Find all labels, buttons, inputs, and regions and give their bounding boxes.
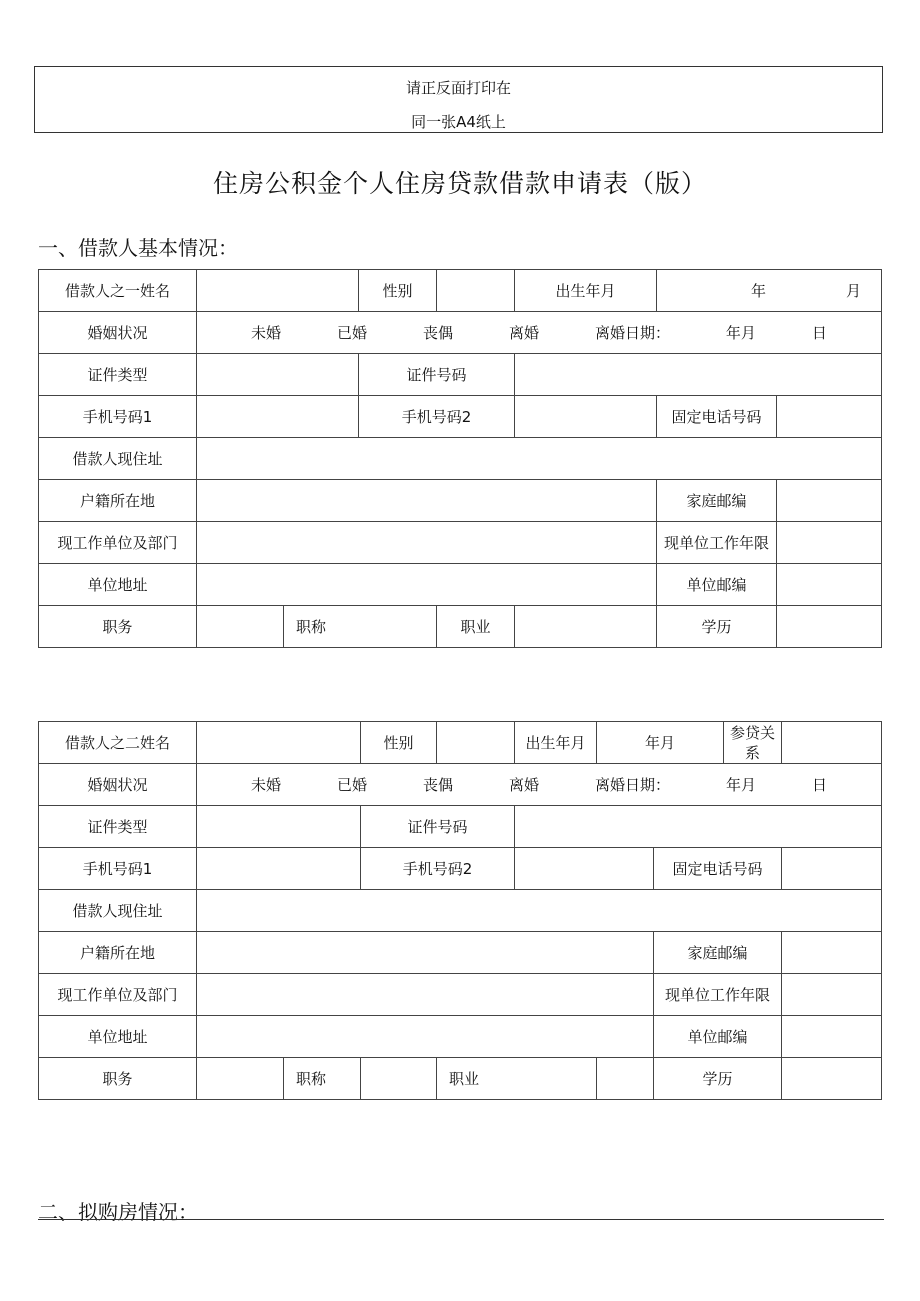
b2-row-marital xyxy=(39,764,882,806)
b2-tenure-label: 现单位工作年限 xyxy=(654,974,782,1016)
b2-id-type-label: 证件类型 xyxy=(39,806,197,848)
b2-address-label: 借款人现住址 xyxy=(39,890,197,932)
section2-underline xyxy=(38,1219,884,1220)
b2-row-phone xyxy=(39,848,882,890)
b2-divorce-date-label: 离婚日期： xyxy=(595,775,671,794)
b1-education-input[interactable] xyxy=(777,606,882,648)
b2-occupation-input[interactable] xyxy=(597,1058,654,1100)
b2-address-input[interactable] xyxy=(197,890,882,932)
b2-employer-input[interactable] xyxy=(197,974,654,1016)
b2-hukou-label: 户籍所在地 xyxy=(39,932,197,974)
b2-employer-zip-label: 单位邮编 xyxy=(654,1016,782,1058)
b2-name-input[interactable] xyxy=(197,722,361,764)
b2-position-input[interactable] xyxy=(197,1058,284,1100)
b1-name-label: 借款人之一姓名 xyxy=(39,270,197,312)
b2-row-id xyxy=(39,806,882,848)
b1-employer-addr-input[interactable] xyxy=(197,564,657,606)
b1-gender-input[interactable] xyxy=(437,270,515,312)
b1-employer-label: 现工作单位及部门 xyxy=(39,522,197,564)
b2-birth-input[interactable]: 年月 xyxy=(597,722,724,764)
b2-row-address xyxy=(39,890,882,932)
b1-id-number-label: 证件号码 xyxy=(359,354,515,396)
b2-unmarried-option[interactable]: 未婚 xyxy=(251,775,282,794)
b1-marital-label: 婚姻状况 xyxy=(39,312,197,354)
b1-marital-options xyxy=(197,312,882,354)
b1-tenure-label: 现单位工作年限 xyxy=(657,522,777,564)
b1-hukou-input[interactable] xyxy=(197,480,657,522)
b2-hukou-input[interactable] xyxy=(197,932,654,974)
b2-employer-zip-input[interactable] xyxy=(782,1016,882,1058)
b1-mobile2-input[interactable] xyxy=(515,396,657,438)
b1-ym-unit: 年月 xyxy=(725,323,756,342)
b1-home-zip-label: 家庭邮编 xyxy=(657,480,777,522)
borrower2-table xyxy=(38,721,882,1100)
b1-row-marital xyxy=(39,312,882,354)
b1-home-zip-input[interactable] xyxy=(777,480,882,522)
b2-day-unit: 日 xyxy=(812,775,828,794)
b2-id-number-input[interactable] xyxy=(515,806,882,848)
b2-birth-label: 出生年月 xyxy=(515,722,597,764)
print-notice-line2: 同一张A4纸上 xyxy=(411,113,506,131)
b1-row-id xyxy=(39,354,882,396)
b2-row-employer xyxy=(39,974,882,1016)
b2-row-name xyxy=(39,722,882,764)
b1-divorce-date-label: 离婚日期： xyxy=(594,323,670,342)
b2-employer-addr-input[interactable] xyxy=(197,1016,654,1058)
b2-gender-input[interactable] xyxy=(437,722,515,764)
b1-name-input[interactable] xyxy=(197,270,359,312)
b1-day-unit: 日 xyxy=(811,323,827,342)
b1-row-employer-addr xyxy=(39,564,882,606)
b1-landline-label: 固定电话号码 xyxy=(657,396,777,438)
b1-birth-input[interactable] xyxy=(657,270,882,312)
b1-address-input[interactable] xyxy=(197,438,882,480)
b1-unmarried-option[interactable]: 未婚 xyxy=(251,323,282,342)
b2-title-input[interactable] xyxy=(361,1058,437,1100)
b2-row-employer-addr xyxy=(39,1016,882,1058)
b2-education-label: 学历 xyxy=(654,1058,782,1100)
b1-employer-addr-label: 单位地址 xyxy=(39,564,197,606)
b1-mobile1-input[interactable] xyxy=(197,396,359,438)
b2-mobile2-label: 手机号码2 xyxy=(361,848,515,890)
b1-occupation-input[interactable] xyxy=(515,606,657,648)
b2-home-zip-input[interactable] xyxy=(782,932,882,974)
b2-tenure-input[interactable] xyxy=(782,974,882,1016)
b2-employer-label: 现工作单位及部门 xyxy=(39,974,197,1016)
b2-id-type-input[interactable] xyxy=(197,806,361,848)
borrower1-table xyxy=(38,269,882,648)
b1-title-label: 职称 xyxy=(284,606,437,648)
b2-name-label: 借款人之二姓名 xyxy=(39,722,197,764)
b1-occupation-label: 职业 xyxy=(437,606,515,648)
b2-landline-input[interactable] xyxy=(782,848,882,890)
b1-married-option[interactable]: 已婚 xyxy=(336,323,367,342)
b2-id-number-label: 证件号码 xyxy=(361,806,515,848)
print-notice-line1: 请正反面打印在 xyxy=(405,79,511,97)
b1-row-employer xyxy=(39,522,882,564)
b1-employer-zip-label: 单位邮编 xyxy=(657,564,777,606)
b1-education-label: 学历 xyxy=(657,606,777,648)
b2-marital-options xyxy=(197,764,882,806)
b1-employer-zip-input[interactable] xyxy=(777,564,882,606)
b1-row-address xyxy=(39,438,882,480)
b2-relation-label: 参贷关系 xyxy=(724,722,782,764)
b1-year-unit: 年 xyxy=(750,281,766,300)
b2-title-label: 职称 xyxy=(284,1058,361,1100)
b1-position-label: 职务 xyxy=(39,606,197,648)
b2-position-label: 职务 xyxy=(39,1058,197,1100)
b1-position-input[interactable] xyxy=(197,606,284,648)
section1-heading: 一、借款人基本情况： xyxy=(38,236,238,260)
b2-relation-input[interactable] xyxy=(782,722,882,764)
form-title: 住房公积金个人住房贷款借款申请表（版） xyxy=(212,169,707,198)
b1-landline-input[interactable] xyxy=(777,396,882,438)
b1-row-hukou xyxy=(39,480,882,522)
b2-marital-label: 婚姻状况 xyxy=(39,764,197,806)
b2-education-input[interactable] xyxy=(782,1058,882,1100)
b1-row-job xyxy=(39,606,882,648)
b1-birth-label: 出生年月 xyxy=(515,270,657,312)
print-notice-box xyxy=(34,66,883,133)
b1-hukou-label: 户籍所在地 xyxy=(39,480,197,522)
b1-row-name xyxy=(39,270,882,312)
b2-mobile2-input[interactable] xyxy=(515,848,654,890)
b2-employer-addr-label: 单位地址 xyxy=(39,1016,197,1058)
b1-address-label: 借款人现住址 xyxy=(39,438,197,480)
b1-row-phone xyxy=(39,396,882,438)
b1-divorced-option[interactable]: 离婚 xyxy=(508,323,539,342)
b1-gender-label: 性别 xyxy=(359,270,437,312)
b2-row-hukou xyxy=(39,932,882,974)
b2-row-job xyxy=(39,1058,882,1100)
b2-home-zip-label: 家庭邮编 xyxy=(654,932,782,974)
b1-tenure-input[interactable] xyxy=(777,522,882,564)
b2-widowed-option[interactable]: 丧偶 xyxy=(423,775,454,794)
b1-mobile1-label: 手机号码1 xyxy=(39,396,197,438)
b1-employer-input[interactable] xyxy=(197,522,657,564)
b1-id-type-label: 证件类型 xyxy=(39,354,197,396)
section2-heading: 二、拟购房情况： xyxy=(38,1200,198,1224)
b2-mobile1-input[interactable] xyxy=(197,848,361,890)
b2-gender-label: 性别 xyxy=(361,722,437,764)
b1-widowed-option[interactable]: 丧偶 xyxy=(422,323,453,342)
b2-divorced-option[interactable]: 离婚 xyxy=(509,775,540,794)
b2-occupation-label: 职业 xyxy=(437,1058,597,1100)
b1-month-unit: 月 xyxy=(845,281,861,300)
b1-id-type-input[interactable] xyxy=(197,354,359,396)
b1-id-number-input[interactable] xyxy=(515,354,882,396)
b1-mobile2-label: 手机号码2 xyxy=(359,396,515,438)
b2-married-option[interactable]: 已婚 xyxy=(337,775,368,794)
b2-mobile1-label: 手机号码1 xyxy=(39,848,197,890)
b2-landline-label: 固定电话号码 xyxy=(654,848,782,890)
b2-ym-unit: 年月 xyxy=(726,775,757,794)
